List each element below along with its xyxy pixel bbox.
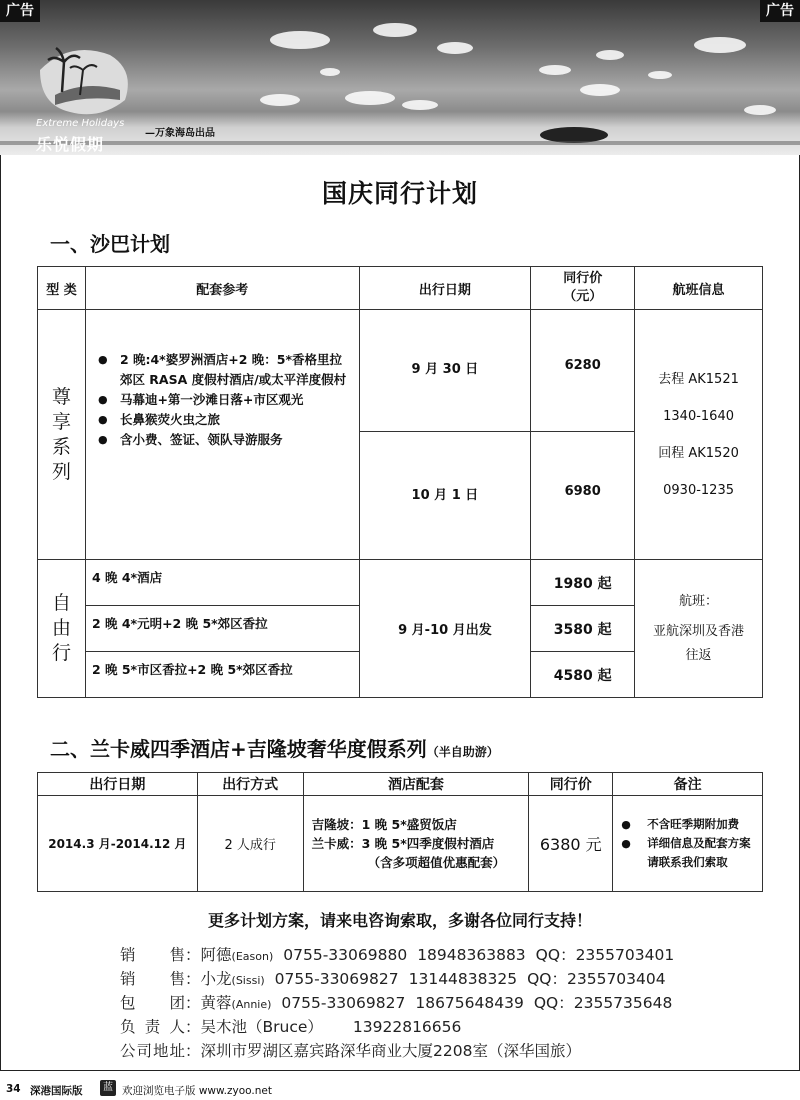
website-link[interactable]: 欢迎浏览电子版 www.zyoo.net — [122, 1085, 272, 1097]
series-char: 列 — [51, 460, 71, 483]
header-date: 出行日期 — [38, 773, 198, 796]
free-series-label — [38, 560, 86, 698]
page-number: 34 — [6, 1083, 21, 1095]
hotel-package — [303, 796, 529, 892]
langkawi-plan-table — [37, 772, 763, 892]
ad-label-left: 广告 — [0, 0, 40, 22]
brand-tagline: —万象海岛出品 — [145, 128, 215, 139]
brand-logo-icon — [40, 48, 128, 114]
list-item: ● 长鼻猴荧火虫之旅 — [98, 410, 349, 430]
series-char: 由 — [51, 617, 71, 639]
section1-title: 一、沙巴计划 — [50, 232, 170, 256]
header-banner — [0, 0, 800, 155]
brand-english: Extreme Holidays — [36, 118, 125, 129]
free-price-1: 1980 起 — [531, 560, 635, 606]
free-package-1: 4 晚 4*酒店 — [85, 560, 359, 606]
manager-name: 吴木池（Bruce） — [200, 1018, 323, 1036]
section2-title-suffix: （半自助游） — [426, 745, 499, 759]
premium-date-2: 10 月 1 日 — [359, 432, 531, 560]
list-item: ● 马幕迪+第一沙滩日落+市区观光 — [98, 390, 349, 410]
header-date: 出行日期 — [359, 267, 531, 310]
series-char: 自 — [51, 592, 71, 614]
contact-english-name: (Sissi) — [231, 974, 265, 987]
list-item: ● 2 晚:4*婆罗洲酒店+2 晚：5*香格里拉郊区 RASA 度假村酒店/或太平洋度假村 — [98, 350, 349, 390]
flight-return-time: 0930-1235 — [663, 482, 734, 498]
header-price — [531, 267, 635, 310]
premium-price-1: 6280 — [531, 310, 635, 432]
free-flight-title: 航班： — [679, 593, 719, 609]
manager-label: 负责人 — [120, 1018, 185, 1036]
manager-line: 负责人：吴木池（Bruce） 13922816656 — [120, 1015, 461, 1037]
travel-mode: 2 人成行 — [197, 796, 303, 892]
travel-date: 2014.3 月-2014.12 月 — [38, 796, 198, 892]
contact-mobile[interactable]: 13144838325 — [408, 970, 518, 988]
contact-qq[interactable]: QQ：2355735648 — [533, 994, 673, 1012]
premium-price-2: 6980 — [531, 432, 635, 560]
contact-english-name: (Eason) — [231, 950, 274, 963]
flight-return: 回程 AK1520 — [658, 445, 739, 461]
series-char: 行 — [51, 642, 71, 664]
flight-outbound: 去程 AK1521 — [658, 371, 739, 387]
premium-package-list — [86, 350, 359, 450]
contact-line: 销 售：阿德(Eason) 0755-33069880 18948363883 QQ：2355703401 — [120, 943, 674, 965]
header-notes: 备注 — [613, 773, 763, 796]
premium-row-1 — [38, 310, 763, 432]
free-price-2: 3580 起 — [531, 606, 635, 652]
free-price-3: 4580 起 — [531, 652, 635, 698]
free-flight-line: 往返 — [685, 647, 712, 663]
series-char: 享 — [51, 410, 71, 433]
hotel-line: 兰卡威：3 晚 5*四季度假村酒店 — [311, 836, 495, 851]
sabah-plan-table — [37, 266, 763, 698]
contact-mobile[interactable]: 18948363883 — [417, 946, 526, 964]
free-date: 9 月-10 月出发 — [359, 560, 531, 698]
more-plans-text: 更多计划方案，请来电咨询索取，多谢各位同行支持！ — [207, 911, 592, 930]
free-package-3: 2 晚 5*市区香拉+2 晚 5*郊区香拉 — [85, 652, 359, 698]
island-icon — [540, 127, 608, 143]
seascape-illustration — [0, 0, 800, 155]
contact-name: 小龙 — [200, 970, 232, 988]
premium-package-cell — [85, 310, 359, 560]
list-item: ● 详细信息及配套方案请联系我们索取 — [621, 834, 756, 872]
free-flight-line: 亚航深圳及香港 — [653, 623, 745, 639]
ad-label-right: 广告 — [760, 0, 800, 22]
contact-name: 黄蓉 — [200, 994, 232, 1012]
contact-name: 阿德 — [200, 946, 232, 964]
series-char: 尊 — [51, 385, 71, 408]
premium-date-1: 9 月 30 日 — [359, 310, 531, 432]
header-hotel: 酒店配套 — [303, 773, 529, 796]
section2-title-text: 二、兰卡威四季酒店+吉隆坡奢华度假系列 — [50, 737, 427, 761]
notes-cell — [613, 796, 763, 892]
contact-label: 包 团 — [120, 994, 185, 1012]
contact-qq[interactable]: QQ：2355703401 — [535, 946, 675, 964]
page-title: 国庆同行计划 — [321, 179, 478, 208]
section2-title — [50, 733, 499, 762]
free-flight-info — [635, 560, 763, 698]
header-price-unit: （元） — [563, 289, 603, 304]
manager-mobile[interactable]: 13922816656 — [352, 1018, 462, 1036]
contact-qq[interactable]: QQ：2355703404 — [527, 970, 666, 988]
page-footer — [0, 1080, 800, 1100]
free-row-1 — [38, 560, 763, 606]
contact-phone[interactable]: 0755-33069880 — [283, 946, 408, 964]
hotel-line: （含多项超值优惠配套） — [367, 855, 506, 870]
contact-english-name: (Annie) — [231, 998, 272, 1011]
contact-phone[interactable]: 0755-33069827 — [274, 970, 399, 988]
contact-label: 销 售 — [120, 970, 185, 988]
address-value: 深圳市罗湖区嘉宾路深华商业大厦2208室（深华国旅） — [200, 1042, 581, 1060]
publication-logo-icon: 蓝 — [100, 1080, 116, 1096]
header-mode: 出行方式 — [197, 773, 303, 796]
contact-line: 包 团：黄蓉(Annie) 0755-33069827 18675648439 QQ：2355735648 — [120, 991, 672, 1013]
list-item: ● 含小费、签证、领队导游服务 — [98, 430, 349, 450]
contact-label: 销 售 — [120, 946, 185, 964]
series-char: 系 — [51, 435, 71, 458]
header-price: 同行价 — [529, 773, 613, 796]
premium-series-label — [38, 310, 86, 560]
table-row — [38, 796, 763, 892]
table-header-row — [38, 267, 763, 310]
notes-list — [613, 815, 762, 872]
contact-mobile[interactable]: 18675648439 — [415, 994, 524, 1012]
header-price-label: 同行价 — [563, 271, 603, 286]
header-package: 配套参考 — [85, 267, 359, 310]
premium-flight-info — [635, 310, 763, 560]
address-line: 公司地址：深圳市罗湖区嘉宾路深华商业大厦2208室（深华国旅） — [120, 1039, 581, 1061]
header-flight: 航班信息 — [635, 267, 763, 310]
address-label: 公司地址 — [120, 1042, 185, 1060]
contact-line: 销 售：小龙(Sissi) 0755-33069827 13144838325 QQ：2355703404 — [120, 967, 666, 989]
hotel-line: 吉隆坡：1 晚 5*盛贸饭店 — [311, 817, 457, 832]
header-type: 型 类 — [38, 267, 86, 310]
contact-phone[interactable]: 0755-33069827 — [281, 994, 406, 1012]
table-header-row — [38, 773, 763, 796]
package-price: 6380 元 — [529, 796, 613, 892]
free-package-2: 2 晚 4*元明+2 晚 5*郊区香拉 — [85, 606, 359, 652]
list-item: ● 不含旺季期附加费 — [621, 815, 756, 834]
brand-chinese: 乐悦假期 — [36, 135, 105, 154]
publication-name: 深港国际版 — [30, 1085, 83, 1097]
flight-outbound-time: 1340-1640 — [663, 408, 734, 424]
